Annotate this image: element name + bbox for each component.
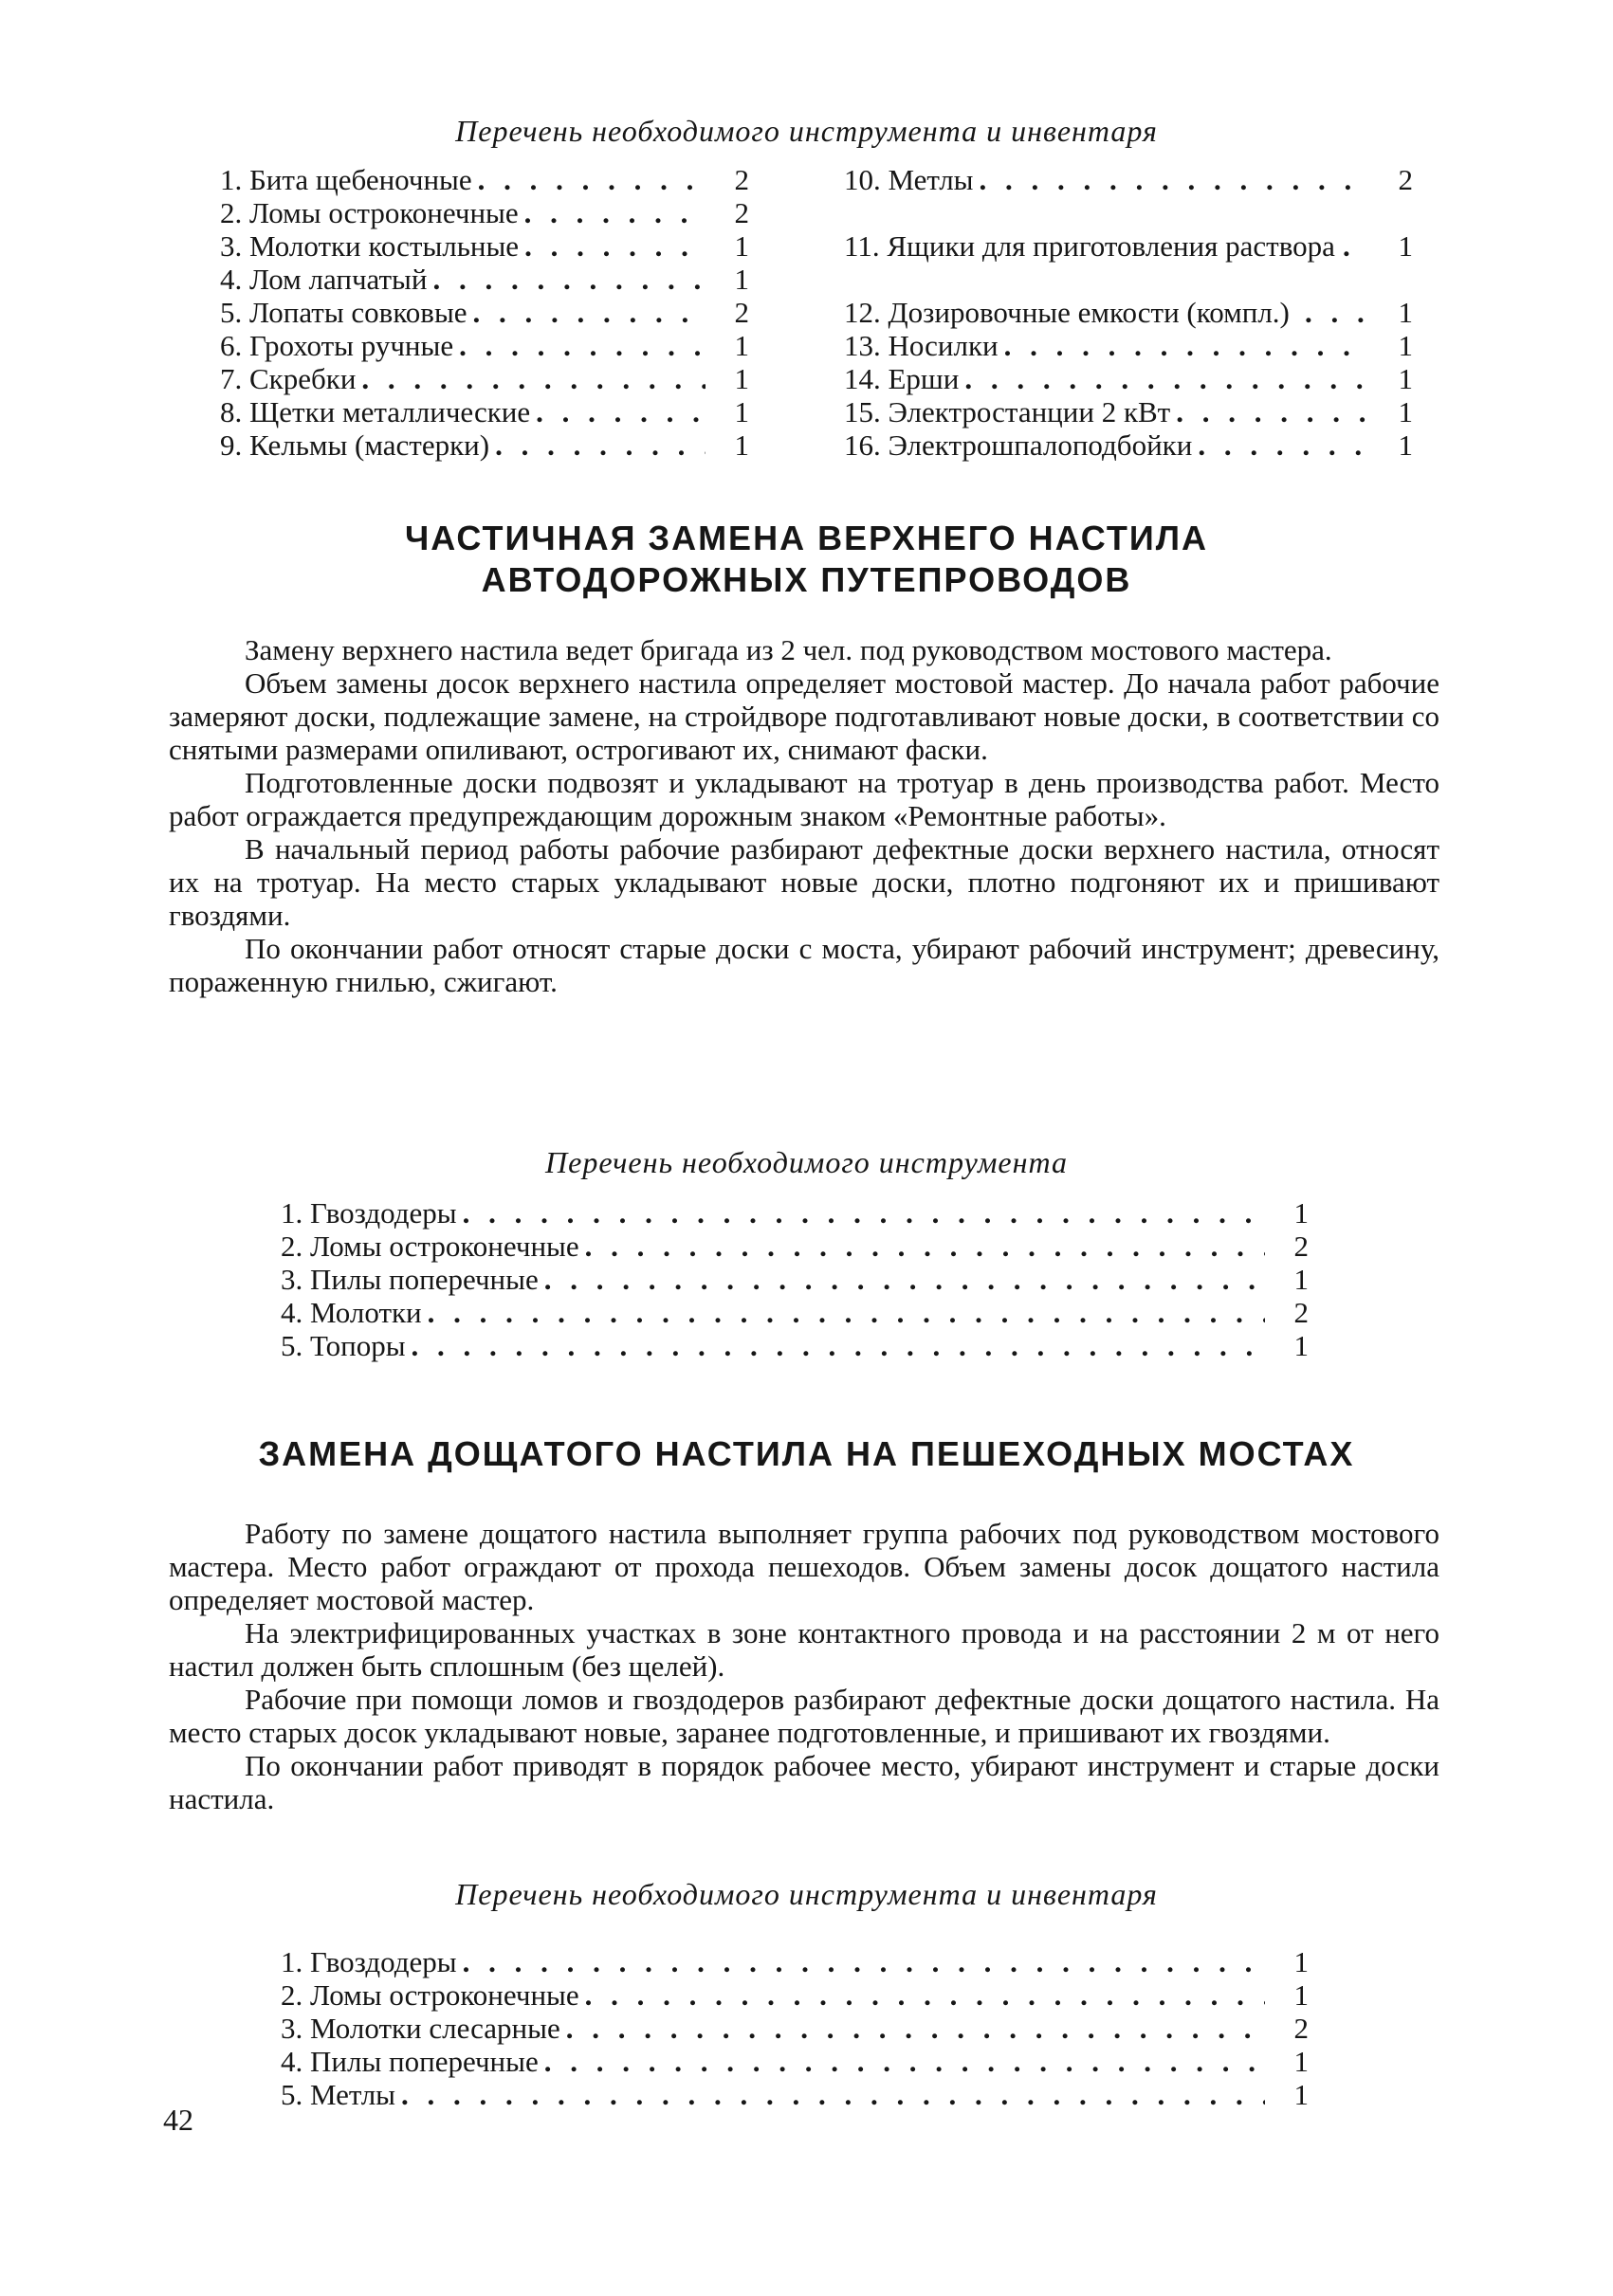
- paragraph: Объем замены досок верхнего настила определяет мостовой мастер. До начала работ рабочие замеряют доски, подлежащие замене, на стройдворе подготавливают новые доски, в соответствии со снятыми размерами опиливают, острогивают их, снимают фаски.: [169, 666, 1439, 766]
- paragraph: Подготовленные доски подвозят и укладывают на тротуар в день производства работ. Место работ ограждается предупреждающим дорожным знаком «Ремонтные работы».: [169, 766, 1439, 832]
- leader-dots: [463, 1196, 1265, 1230]
- item-quantity: 2: [1293, 1230, 1309, 1263]
- item-label: 3. Пилы поперечные: [281, 1263, 539, 1296]
- leader-dots: [1305, 296, 1369, 329]
- item-label: 11. Ящики для приготовления раствора: [844, 229, 1335, 263]
- list-item: [220, 196, 749, 229]
- item-label: 15. Электростанции 2 кВт: [844, 395, 1171, 428]
- list-item: [220, 428, 749, 462]
- item-quantity: 2: [1398, 163, 1413, 196]
- item-label: 5. Метлы: [281, 2078, 395, 2111]
- list-item: [844, 428, 1413, 462]
- paragraph: Работу по замене дощатого настила выполняет группа рабочих под руководством мостового мастера. Место работ ограждают от прохода пешеходов. Объем замены досок дощатого настила определяет мостовой мастер.: [169, 1517, 1439, 1616]
- item-label: 9. Кельмы (мастерки): [220, 428, 490, 462]
- item-label: 2. Ломы остроконечные: [281, 1978, 579, 2012]
- inventory-list-heading: Перечень необходимого инструмента и инвентаря: [455, 1877, 1158, 1911]
- item-quantity: 1: [1293, 1196, 1309, 1230]
- section-body: [169, 633, 1439, 998]
- leader-dots: [1176, 395, 1369, 428]
- leader-dots: [459, 329, 706, 362]
- item-label: 1. Гвоздодеры: [281, 1945, 457, 1978]
- item-label: 6. Грохоты ручные: [220, 329, 454, 362]
- item-label: 4. Лом лапчатый: [220, 263, 428, 296]
- item-quantity: 1: [1398, 329, 1413, 362]
- inventory-list: [281, 1945, 1309, 2111]
- item-label: 5. Лопаты совковые: [220, 296, 467, 329]
- list-item: [281, 2012, 1309, 2045]
- list-item: [281, 1329, 1309, 1362]
- item-quantity: 1: [1293, 1945, 1309, 1978]
- item-label: 2. Ломы остроконечные: [281, 1230, 579, 1263]
- item-quantity: 1: [734, 263, 749, 296]
- paragraph: Рабочие при помощи ломов и гвоздодеров разбирают дефектные доски дощатого настила. На место старых досок укладывают новые, заранее подготовленные, и пришивают их гвоздями.: [169, 1683, 1439, 1749]
- tools-list: [281, 1196, 1309, 1362]
- section-title-line: АВТОДОРОЖНЫХ ПУТЕПРОВОДОВ: [481, 560, 1132, 599]
- list-item: [844, 329, 1413, 362]
- item-quantity: 1: [734, 362, 749, 395]
- section-body: [169, 1517, 1439, 1815]
- list-item: [281, 2045, 1309, 2078]
- paragraph: По окончании работ относят старые доски с моста, убирают рабочий инструмент; древесину, пораженную гнилью, сжигают.: [169, 932, 1439, 998]
- list-item: [220, 263, 749, 296]
- leader-dots: [964, 362, 1369, 395]
- item-quantity: 1: [1293, 1329, 1309, 1362]
- list-item: [281, 1263, 1309, 1296]
- leader-dots: [432, 263, 706, 296]
- leader-dots: [495, 428, 706, 462]
- paragraph: Замену верхнего настила ведет бригада из 2 чел. под руководством мостового мастера.: [245, 633, 1332, 666]
- list-item: [844, 395, 1413, 428]
- item-label: 16. Электрошпалоподбойки: [844, 428, 1193, 462]
- leader-dots: [536, 395, 706, 428]
- item-quantity: 1: [1293, 2078, 1309, 2111]
- item-quantity: 2: [734, 196, 749, 229]
- leader-dots: [585, 1230, 1265, 1263]
- item-quantity: 1: [1398, 296, 1413, 329]
- item-label: 7. Скребки: [220, 362, 357, 395]
- leader-dots: [401, 2078, 1265, 2111]
- item-quantity: 1: [734, 329, 749, 362]
- item-quantity: 2: [1293, 1296, 1309, 1329]
- leader-dots: [980, 163, 1370, 196]
- item-quantity: 2: [734, 296, 749, 329]
- paragraph: По окончании работ приводят в порядок рабочее место, убирают инструмент и старые доски настила.: [169, 1749, 1439, 1815]
- list-item: [220, 329, 749, 362]
- leader-dots: [463, 1945, 1265, 1978]
- leader-dots: [478, 163, 706, 196]
- leader-dots: [544, 2045, 1265, 2078]
- item-label: 4. Пилы поперечные: [281, 2045, 539, 2078]
- paragraph: В начальный период работы рабочие разбирают дефектные доски верхнего настила, относят их на тротуар. На место старых укладывают новые доски, плотно подгоняют их и пришивают гвоздями.: [169, 832, 1439, 932]
- item-label: 13. Носилки: [844, 329, 999, 362]
- item-label: 2. Ломы остроконечные: [220, 196, 519, 229]
- item-quantity: 1: [1293, 1978, 1309, 2012]
- item-quantity: 1: [734, 395, 749, 428]
- list-item: [281, 1978, 1309, 2012]
- list-item: [844, 362, 1413, 395]
- item-label: 8. Щетки металлические: [220, 395, 531, 428]
- leader-dots: [566, 2012, 1265, 2045]
- item-quantity: 2: [734, 163, 749, 196]
- item-quantity: 1: [1398, 362, 1413, 395]
- item-label: 3. Молотки слесарные: [281, 2012, 560, 2045]
- list-item: [220, 296, 749, 329]
- item-quantity: 1: [1398, 428, 1413, 462]
- inventory-list-right: [844, 163, 1413, 462]
- list-item: [281, 1296, 1309, 1329]
- list-item: [844, 263, 1413, 329]
- item-label: 5. Топоры: [281, 1329, 406, 1362]
- leader-dots: [473, 296, 706, 329]
- item-label: 10. Метлы: [844, 163, 974, 196]
- section-title-line: ЗАМЕНА ДОЩАТОГО НАСТИЛА НА ПЕШЕХОДНЫХ МОСТАХ: [258, 1434, 1355, 1473]
- list-item: [281, 1945, 1309, 1978]
- item-quantity: 2: [1293, 2012, 1309, 2045]
- paragraph: На электрифицированных участках в зоне контактного провода и на расстоянии 2 м от него настил должен быть сплошным (без щелей).: [169, 1616, 1439, 1683]
- item-quantity: 1: [1293, 2045, 1309, 2078]
- leader-dots: [412, 1329, 1265, 1362]
- item-label: 3. Молотки костыльные: [220, 229, 520, 263]
- leader-dots: [585, 1978, 1265, 2012]
- item-label: 4. Молотки: [281, 1296, 422, 1329]
- item-quantity: 1: [1293, 1263, 1309, 1296]
- list-item: [220, 163, 749, 196]
- item-label: 1. Бита щебеночные: [220, 163, 472, 196]
- list-item: [220, 362, 749, 395]
- inventory-list-heading: Перечень необходимого инструмента и инвентаря: [455, 114, 1158, 148]
- section-title: [0, 518, 1613, 601]
- leader-dots: [1198, 428, 1369, 462]
- list-item: [281, 1196, 1309, 1230]
- item-label: 12. Дозировочные емкости (компл.): [844, 296, 1290, 329]
- tools-list-heading: Перечень необходимого инструмента: [545, 1145, 1068, 1179]
- list-item: [220, 229, 749, 263]
- section-title-line: ЧАСТИЧНАЯ ЗАМЕНА ВЕРХНЕГО НАСТИЛА: [404, 519, 1208, 557]
- item-label: 14. Ерши: [844, 362, 960, 395]
- item-quantity: 1: [734, 428, 749, 462]
- item-quantity: 1: [734, 229, 749, 263]
- leader-dots: [1004, 329, 1369, 362]
- leader-dots: [361, 362, 706, 395]
- item-quantity: 1: [1398, 229, 1413, 263]
- list-item: [281, 1230, 1309, 1263]
- list-item: [844, 163, 1413, 196]
- leader-dots: [544, 1263, 1265, 1296]
- page-number: 42: [163, 2103, 193, 2137]
- leader-dots: [524, 229, 706, 263]
- item-label: 1. Гвоздодеры: [281, 1196, 457, 1230]
- leader-dots: [1343, 229, 1369, 263]
- item-quantity: 1: [1398, 395, 1413, 428]
- leader-dots: [524, 196, 706, 229]
- list-item: [844, 196, 1413, 263]
- inventory-list-left: [220, 163, 749, 462]
- list-item: [220, 395, 749, 428]
- section-title: [0, 1433, 1613, 1475]
- leader-dots: [428, 1296, 1265, 1329]
- list-item: [281, 2078, 1309, 2111]
